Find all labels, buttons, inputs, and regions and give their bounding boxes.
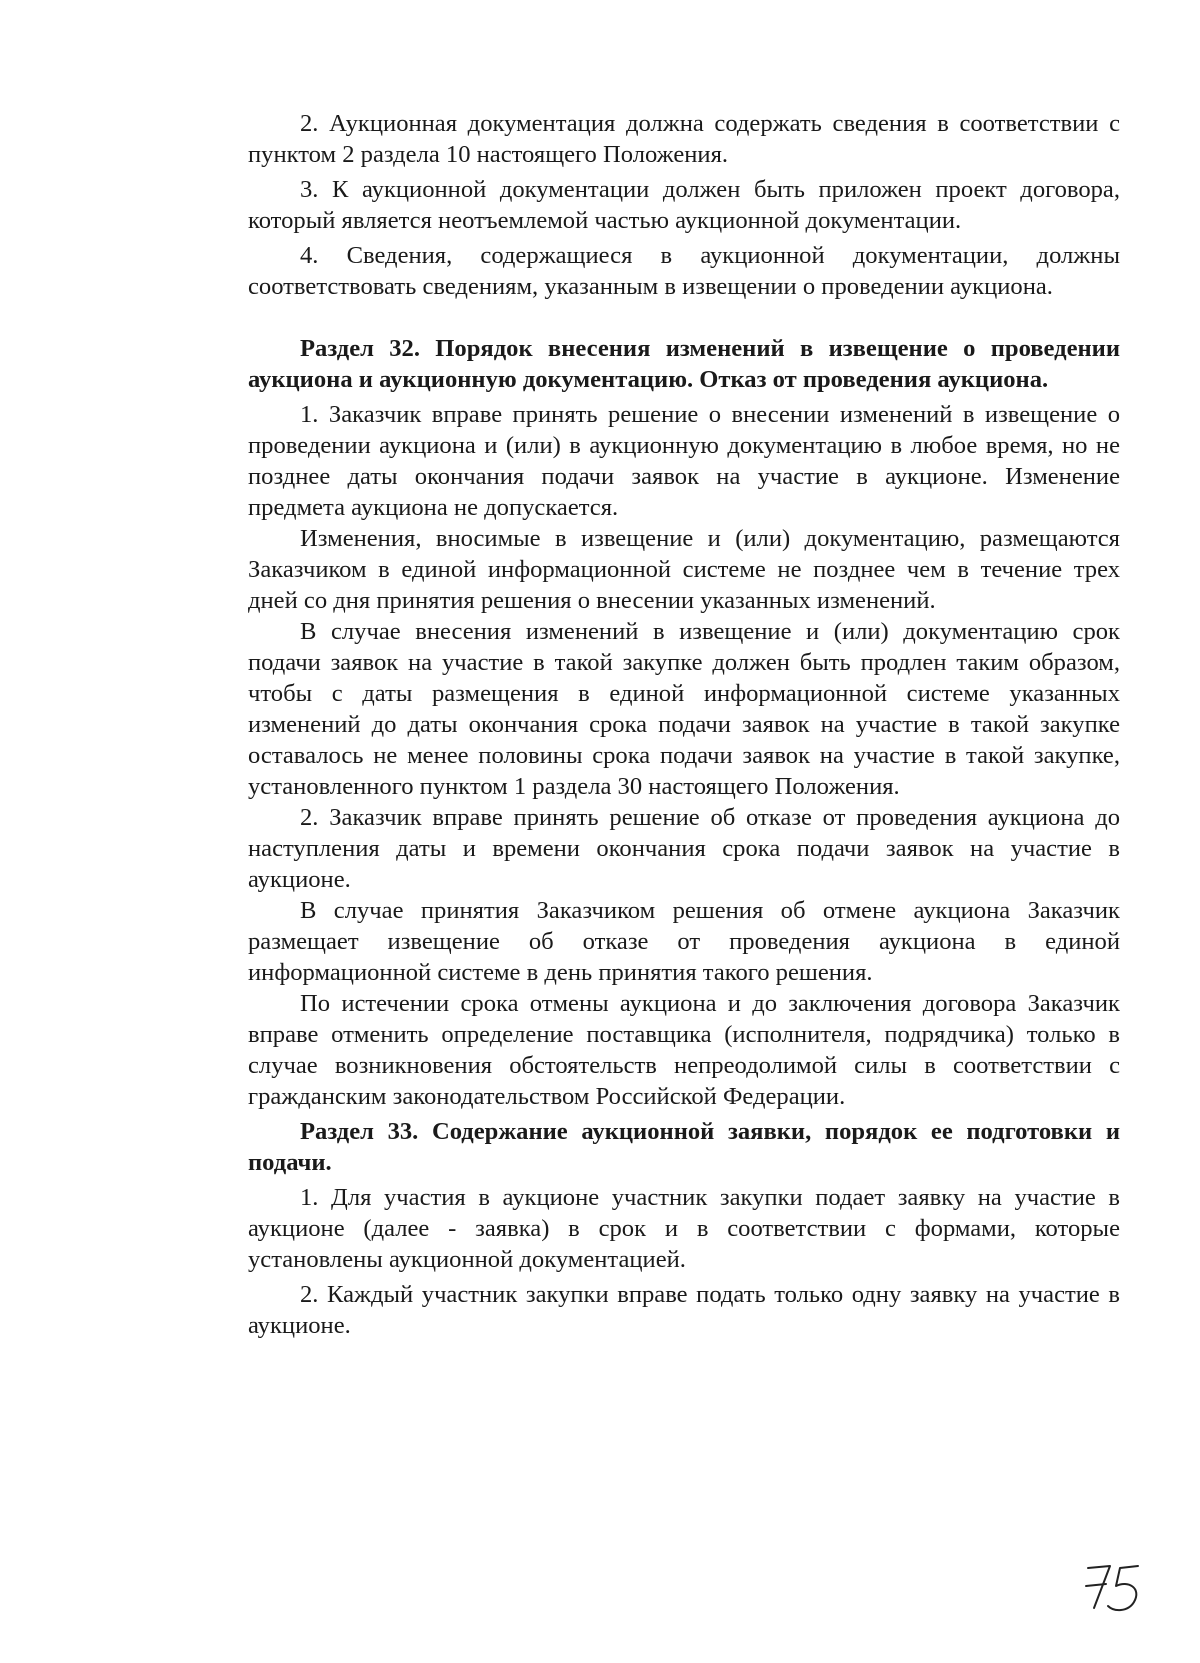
paragraph-33-1: 1. Для участия в аукционе участник закупки подает заявку на участие в аукционе (далее - заявка) в срок и в соответствии с формами, которые установлены аукционной документацией. <box>248 1184 1120 1273</box>
paragraph-32-1b: В случае внесения изменений в извещение и (или) документацию срок подачи заявок на участие в такой закупке должен быть продлен таким образом, чтобы с даты размещения в единой информационной системе указанных изменений до даты окончания срока подачи заявок на участие в такой закупке оставалось не менее половины срока подачи заявок на участие в такой закупке, установленного пунктом 1 раздела 30 настоящего Положения. <box>248 618 1120 800</box>
paragraph-32-2b: По истечении срока отмены аукциона и до заключения договора Заказчик вправе отменить определение поставщика (исполнителя, подрядчика) только в случае возникновения обстоятельств непреодолимой силы в соответствии с гражданским законодательством Российской Федерации. <box>248 990 1120 1110</box>
document-body <box>248 108 1120 1341</box>
paragraph-31-3: 3. К аукционной документации должен быть приложен проект договора, который является неотъемлемой частью аукционной документации. <box>248 176 1120 234</box>
paragraph-33-2: 2. Каждый участник закупки вправе подать только одну заявку на участие в аукционе. <box>248 1281 1120 1339</box>
section-33-heading: Раздел 33. Содержание аукционной заявки, порядок ее подготовки и подачи. <box>248 1118 1120 1176</box>
handwritten-page-number <box>1080 1560 1150 1620</box>
paragraph-31-4: 4. Сведения, содержащиеся в аукционной документации, должны соответствовать сведениям, указанным в извещении о проведении аукциона. <box>248 242 1120 300</box>
paragraph-32-2: 2. Заказчик вправе принять решение об отказе от проведения аукциона до наступления даты и времени окончания срока подачи заявок на участие в аукционе. <box>248 804 1120 893</box>
paragraph-32-1a: Изменения, вносимые в извещение и (или) документацию, размещаются Заказчиком в единой информационной системе не позднее чем в течение трех дней со дня принятия решения о внесении указанных изменений. <box>248 525 1120 614</box>
paragraph-31-2: 2. Аукционная документация должна содержать сведения в соответствии с пунктом 2 раздела 10 настоящего Положения. <box>248 110 1120 168</box>
section-32-heading: Раздел 32. Порядок внесения изменений в извещение о проведении аукциона и аукционную документацию. Отказ от проведения аукциона. <box>248 335 1120 393</box>
handwritten-75-icon <box>1080 1560 1150 1620</box>
paragraph-32-1: 1. Заказчик вправе принять решение о внесении изменений в извещение о проведении аукциона и (или) в аукционную документацию в любое время, но не позднее даты окончания подачи заявок на участие в аукционе. Изменение предмета аукциона не допускается. <box>248 401 1120 521</box>
paragraph-32-2a: В случае принятия Заказчиком решения об отмене аукциона Заказчик размещает извещение об отказе от проведения аукциона в единой информационной системе в день принятия такого решения. <box>248 897 1120 986</box>
